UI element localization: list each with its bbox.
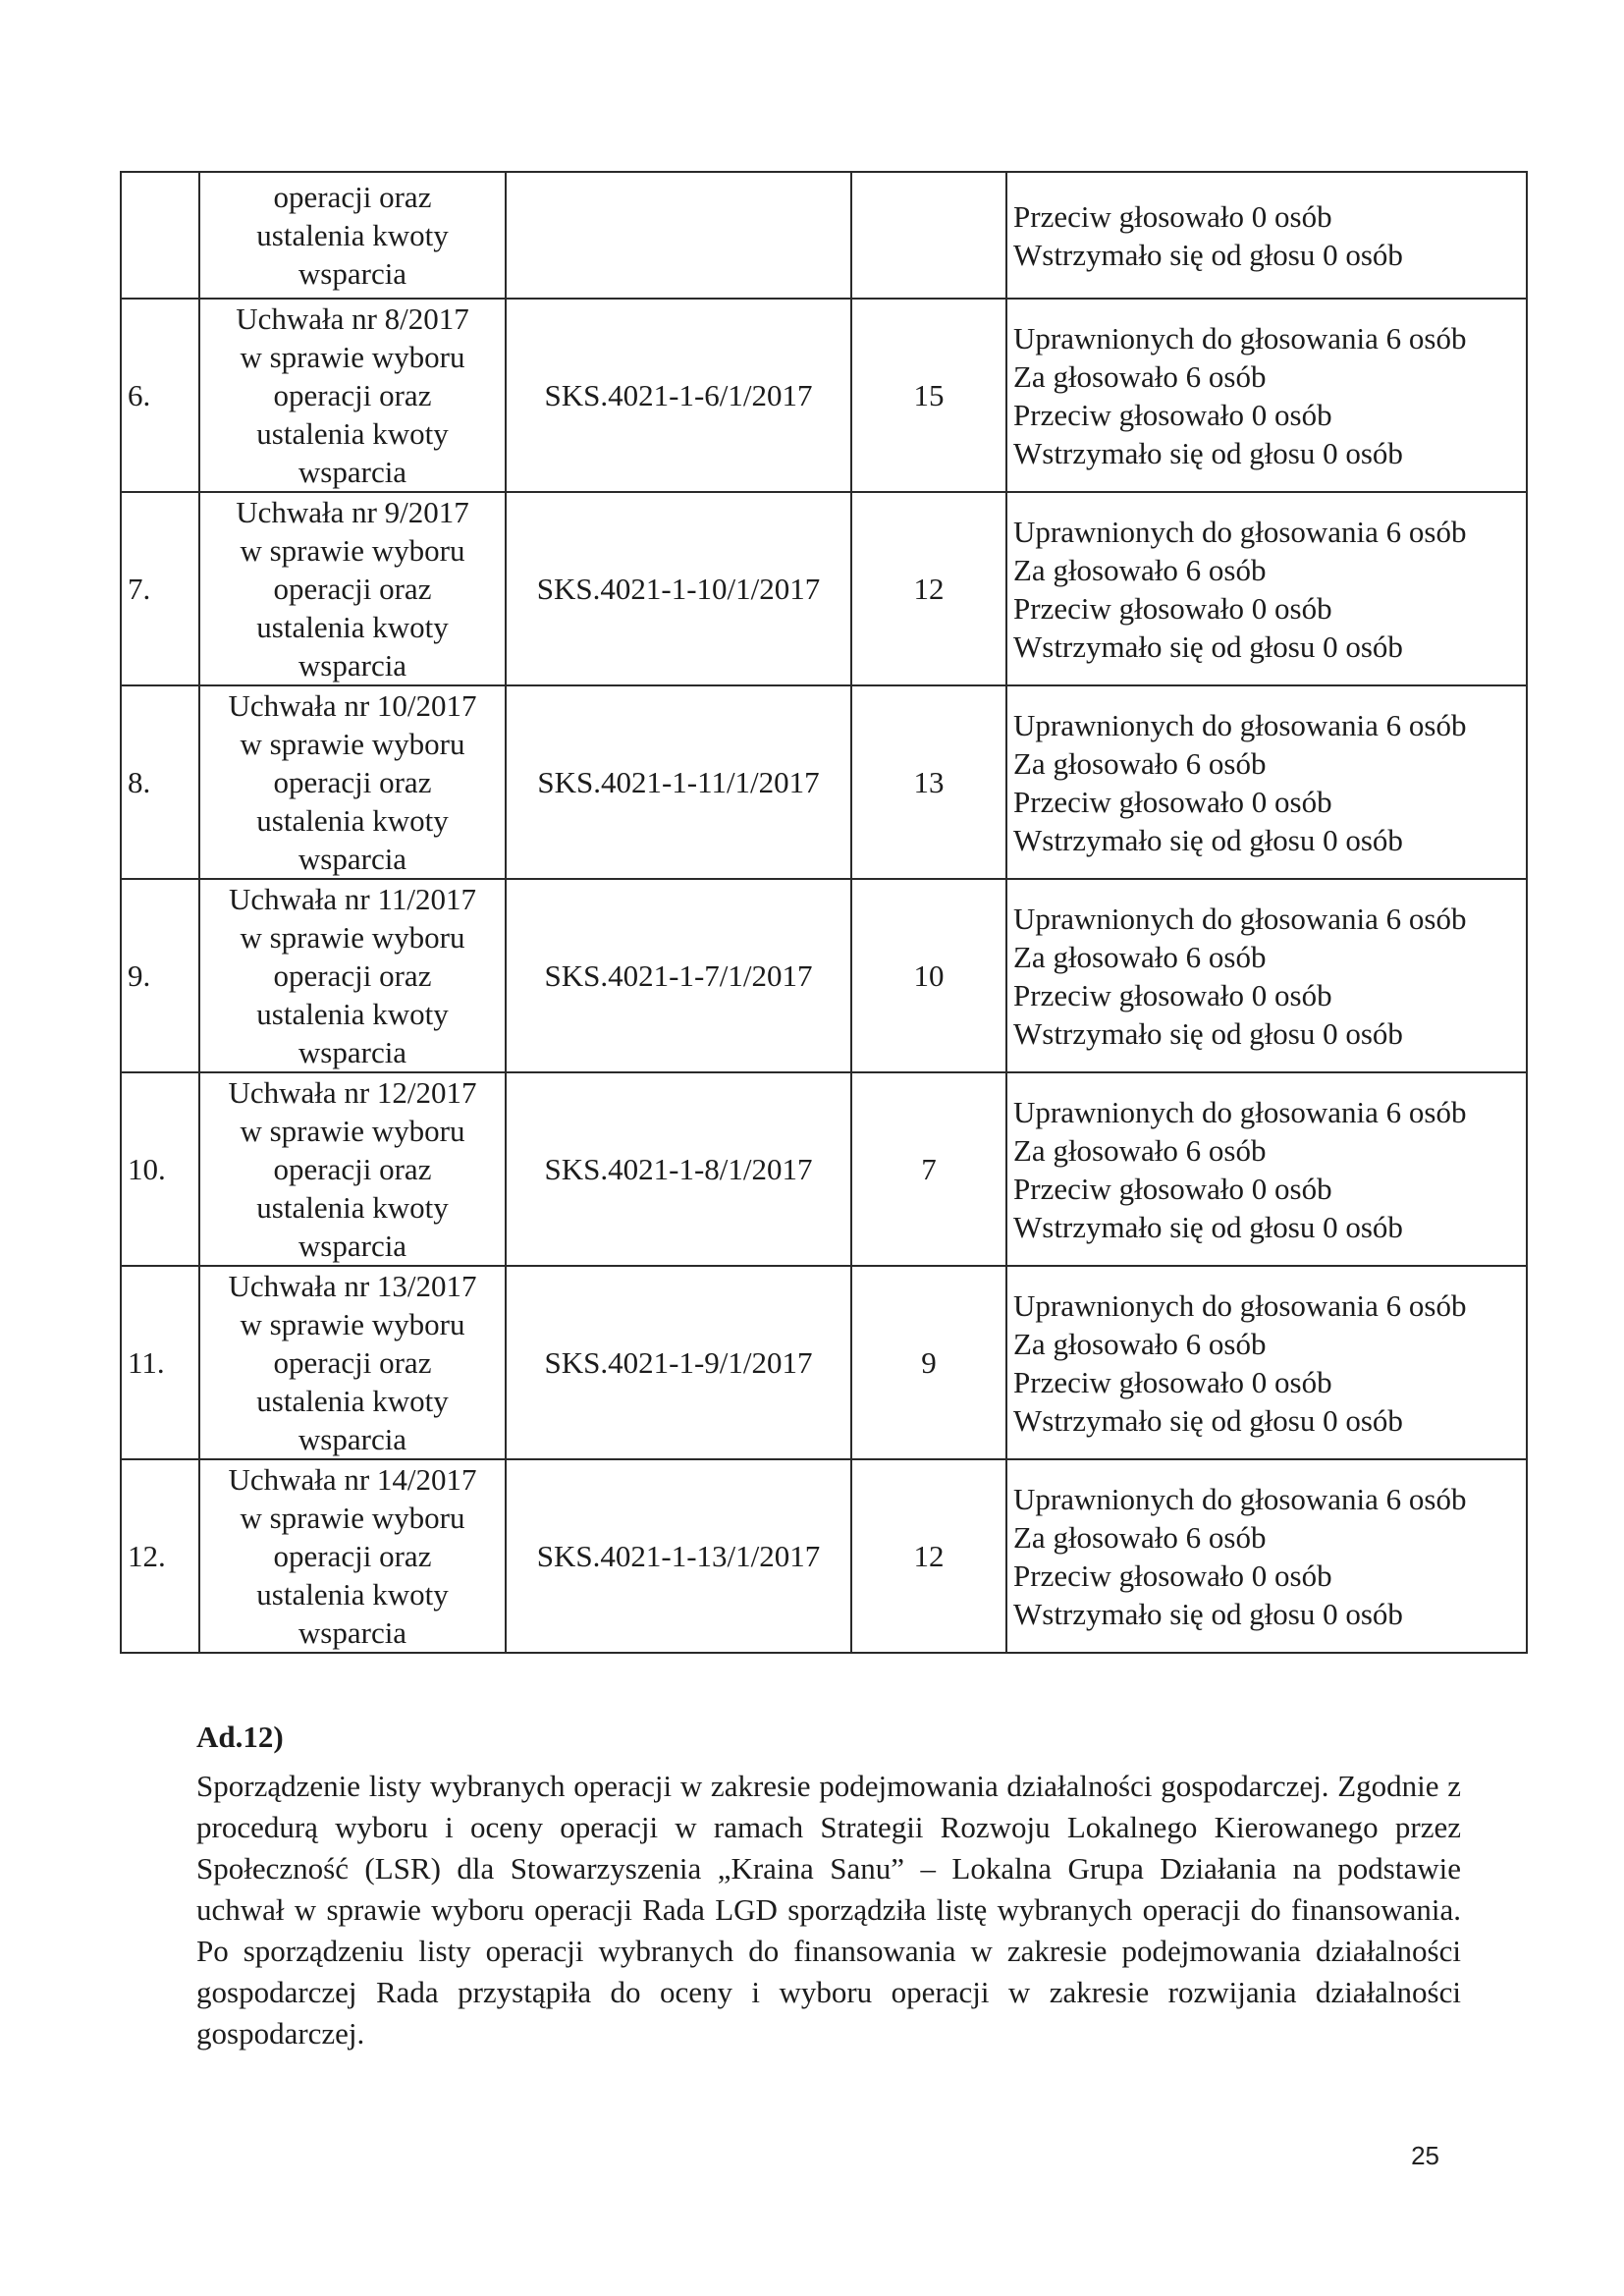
voting-cell xyxy=(1006,1072,1527,1266)
resolution-line: operacji oraz xyxy=(273,1152,432,1186)
voting-results-table xyxy=(120,171,1528,1654)
resolution-line: w sprawie wyboru xyxy=(240,1307,465,1341)
voting-line: Uprawnionych do głosowania 6 osób xyxy=(1013,901,1467,936)
signature-cell: SKS.4021-1-13/1/2017 xyxy=(506,1459,851,1653)
signature-cell: SKS.4021-1-8/1/2017 xyxy=(506,1072,851,1266)
voting-cell xyxy=(1006,1266,1527,1459)
resolution-line: Uchwała nr 12/2017 xyxy=(228,1075,477,1110)
resolution-line: ustalenia kwoty xyxy=(256,997,449,1031)
resolution-line: wsparcia xyxy=(298,842,407,876)
voting-line: Uprawnionych do głosowania 6 osób xyxy=(1013,320,1467,355)
voting-line: Za głosowało 6 osób xyxy=(1013,939,1267,974)
table-row xyxy=(121,1459,1527,1653)
voting-line: Uprawnionych do głosowania 6 osób xyxy=(1013,1481,1467,1516)
resolution-line: ustalenia kwoty xyxy=(256,1384,449,1418)
points-cell: 13 xyxy=(851,685,1006,879)
table-row xyxy=(121,1072,1527,1266)
points-cell: 7 xyxy=(851,1072,1006,1266)
voting-line: Wstrzymało się od głosu 0 osób xyxy=(1013,237,1403,272)
row-number-cell: 7. xyxy=(121,492,199,685)
row-number-cell: 6. xyxy=(121,299,199,492)
signature-cell xyxy=(506,172,851,299)
voting-line: Wstrzymało się od głosu 0 osób xyxy=(1013,435,1403,470)
voting-line: Przeciw głosowało 0 osób xyxy=(1013,590,1332,626)
section-heading: Ad.12) xyxy=(196,1720,284,1754)
resolution-cell xyxy=(199,879,506,1072)
resolution-line: ustalenia kwoty xyxy=(256,803,449,838)
row-number-cell: 9. xyxy=(121,879,199,1072)
voting-line: Przeciw głosowało 0 osób xyxy=(1013,397,1332,432)
resolution-line: wsparcia xyxy=(298,455,407,489)
resolution-line: operacji oraz xyxy=(273,958,432,993)
resolution-line: wsparcia xyxy=(298,1615,407,1650)
signature-cell: SKS.4021-1-11/1/2017 xyxy=(506,685,851,879)
voting-line: Za głosowało 6 osób xyxy=(1013,745,1267,781)
resolution-line: Uchwała nr 9/2017 xyxy=(236,495,469,529)
voting-line: Uprawnionych do głosowania 6 osób xyxy=(1013,1094,1467,1129)
signature-cell: SKS.4021-1-7/1/2017 xyxy=(506,879,851,1072)
resolution-line: Uchwała nr 10/2017 xyxy=(228,688,477,723)
resolution-line: ustalenia kwoty xyxy=(256,416,449,451)
table-row xyxy=(121,1266,1527,1459)
row-number-cell xyxy=(121,172,199,299)
voting-line: Wstrzymało się od głosu 0 osób xyxy=(1013,1596,1403,1631)
row-number-cell: 10. xyxy=(121,1072,199,1266)
resolution-line: Uchwała nr 14/2017 xyxy=(228,1462,477,1497)
voting-cell xyxy=(1006,299,1527,492)
resolution-cell xyxy=(199,299,506,492)
resolution-line: ustalenia kwoty xyxy=(256,610,449,644)
resolution-line: ustalenia kwoty xyxy=(256,1577,449,1612)
voting-line: Wstrzymało się od głosu 0 osób xyxy=(1013,1015,1403,1051)
resolution-line: w sprawie wyboru xyxy=(240,1114,465,1148)
voting-cell xyxy=(1006,879,1527,1072)
voting-cell xyxy=(1006,685,1527,879)
voting-cell xyxy=(1006,492,1527,685)
signature-cell: SKS.4021-1-9/1/2017 xyxy=(506,1266,851,1459)
resolution-line: operacji oraz xyxy=(273,1345,432,1380)
voting-line: Wstrzymało się od głosu 0 osób xyxy=(1013,629,1403,664)
voting-line: Przeciw głosowało 0 osób xyxy=(1013,977,1332,1012)
resolution-line: Uchwała nr 11/2017 xyxy=(229,882,476,916)
resolution-line: Uchwała nr 8/2017 xyxy=(236,301,469,336)
resolution-line: wsparcia xyxy=(298,648,407,683)
row-number-cell: 8. xyxy=(121,685,199,879)
points-cell: 12 xyxy=(851,1459,1006,1653)
resolution-line: operacji oraz xyxy=(273,1539,432,1573)
resolution-line: wsparcia xyxy=(298,1229,407,1263)
voting-cell xyxy=(1006,172,1527,299)
resolution-line: ustalenia kwoty xyxy=(256,1190,449,1225)
resolution-line: w sprawie wyboru xyxy=(240,1501,465,1535)
section-paragraph: Sporządzenie listy wybranych operacji w zakresie podejmowania działalności gospodarczej. Zgodnie z procedurą wyboru i oceny operacji w ramach Strategii Rozwoju Lokalnego Kierowanego przez Społeczność (LSR) dla Stowarzyszenia „Kraina Sanu” – Lokalna Grupa Działania na podstawie uchwał w sprawie wyboru operacji Rada LGD sporządziła listę wybranych operacji do finansowania. Po sporządzeniu listy operacji wybranych do finansowania w zakresie podejmowania działalności gospodarczej Rada przystąpiła do oceny i wyboru operacji w zakresie rozwijania działalności gospodarczej. xyxy=(196,1769,1461,2050)
resolution-cell xyxy=(199,1072,506,1266)
resolution-line: Uchwała nr 13/2017 xyxy=(228,1269,477,1303)
points-cell: 15 xyxy=(851,299,1006,492)
signature-cell: SKS.4021-1-6/1/2017 xyxy=(506,299,851,492)
table-row xyxy=(121,492,1527,685)
points-cell: 10 xyxy=(851,879,1006,1072)
resolution-line: wsparcia xyxy=(298,1422,407,1456)
voting-line: Za głosowało 6 osób xyxy=(1013,552,1267,587)
voting-line: Uprawnionych do głosowania 6 osób xyxy=(1013,514,1467,549)
voting-line: Za głosowało 6 osób xyxy=(1013,1326,1267,1361)
voting-line: Przeciw głosowało 0 osób xyxy=(1013,1171,1332,1206)
resolution-cell xyxy=(199,685,506,879)
voting-line: Za głosowało 6 osób xyxy=(1013,1132,1267,1168)
table-row xyxy=(121,685,1527,879)
resolution-cell xyxy=(199,1266,506,1459)
voting-line: Uprawnionych do głosowania 6 osób xyxy=(1013,707,1467,742)
signature-cell: SKS.4021-1-10/1/2017 xyxy=(506,492,851,685)
row-number-cell: 11. xyxy=(121,1266,199,1459)
voting-line: Wstrzymało się od głosu 0 osób xyxy=(1013,1402,1403,1438)
voting-line: Wstrzymało się od głosu 0 osób xyxy=(1013,1209,1403,1244)
voting-line: Za głosowało 6 osób xyxy=(1013,358,1267,394)
resolution-line: w sprawie wyboru xyxy=(240,533,465,568)
resolution-line: w sprawie wyboru xyxy=(240,920,465,955)
row-number-cell: 12. xyxy=(121,1459,199,1653)
points-cell xyxy=(851,172,1006,299)
agenda-item-section xyxy=(196,1717,1461,2054)
table-body xyxy=(121,172,1527,1653)
points-cell: 9 xyxy=(851,1266,1006,1459)
voting-line: Uprawnionych do głosowania 6 osób xyxy=(1013,1287,1467,1323)
resolution-line: operacji oraz xyxy=(273,765,432,799)
resolution-line: ustalenia kwoty xyxy=(256,218,449,252)
points-cell: 12 xyxy=(851,492,1006,685)
voting-line: Wstrzymało się od głosu 0 osób xyxy=(1013,822,1403,857)
resolution-line: wsparcia xyxy=(298,256,407,291)
resolution-cell xyxy=(199,492,506,685)
voting-cell xyxy=(1006,1459,1527,1653)
resolution-line: w sprawie wyboru xyxy=(240,340,465,374)
voting-line: Przeciw głosowało 0 osób xyxy=(1013,1364,1332,1399)
table-row xyxy=(121,299,1527,492)
voting-line: Przeciw głosowało 0 osób xyxy=(1013,1558,1332,1593)
resolution-line: wsparcia xyxy=(298,1035,407,1069)
resolution-line: w sprawie wyboru xyxy=(240,727,465,761)
voting-line: Za głosowało 6 osób xyxy=(1013,1519,1267,1555)
voting-line: Przeciw głosowało 0 osób xyxy=(1013,784,1332,819)
resolution-cell xyxy=(199,1459,506,1653)
resolution-line: operacji oraz xyxy=(273,572,432,606)
page-number: 25 xyxy=(1411,2141,1439,2170)
resolution-line: operacji oraz xyxy=(273,180,432,214)
resolution-cell xyxy=(199,172,506,299)
table-row xyxy=(121,879,1527,1072)
resolution-line: operacji oraz xyxy=(273,378,432,412)
voting-line: Przeciw głosowało 0 osób xyxy=(1013,198,1332,234)
table-row-continuation xyxy=(121,172,1527,299)
